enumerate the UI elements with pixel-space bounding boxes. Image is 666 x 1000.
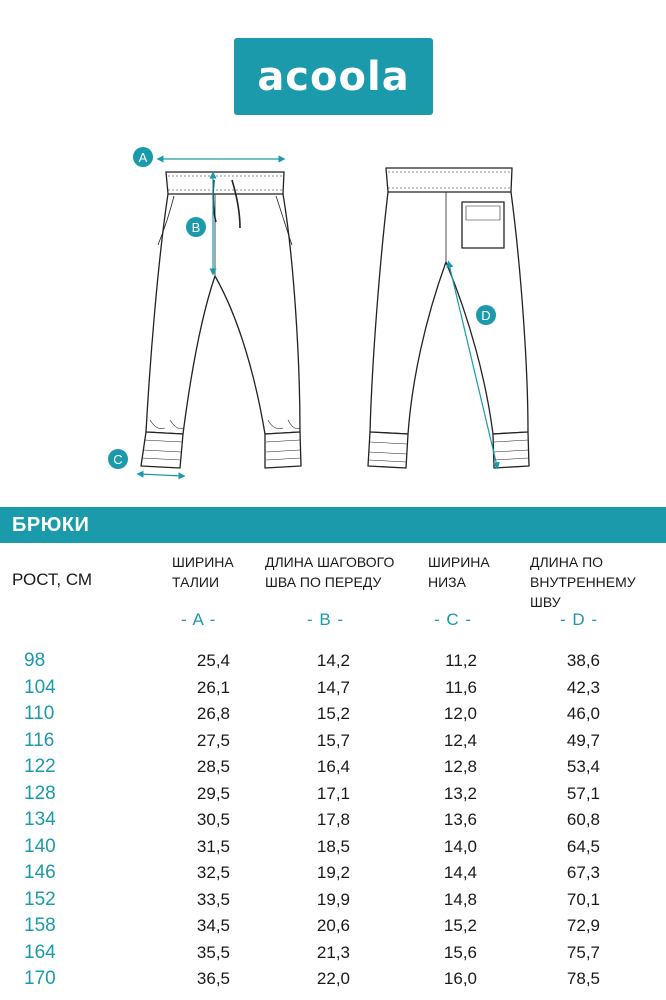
- table-row: [0, 860, 666, 887]
- svg-text:B: B: [191, 220, 201, 235]
- front-inseam-cell: 15,2: [316, 704, 350, 723]
- front-inseam-cell: 17,1: [316, 783, 350, 803]
- table-row: [0, 887, 666, 914]
- hem-width-cell: 16,0: [443, 969, 477, 988]
- table-row: [0, 807, 666, 834]
- header-inner-seam-length: ДЛИНА ПО ВНУТРЕННЕМУ ШВУ: [530, 554, 636, 610]
- inner-seam-cell: 57,1: [566, 783, 600, 803]
- inner-seam-cell: 75,7: [566, 942, 600, 962]
- waist-width-cell: 32,5: [196, 863, 230, 882]
- size-cell: 170: [24, 968, 56, 989]
- waist-width-cell: 26,8: [196, 704, 230, 723]
- waist-width-cell: 31,5: [196, 836, 230, 856]
- table-row: [0, 754, 666, 781]
- column-letter-b: - B -: [307, 610, 345, 629]
- front-inseam-cell: 15,7: [316, 730, 350, 750]
- hem-width-cell: 11,6: [445, 677, 477, 697]
- pants-technical-drawing: [0, 130, 666, 500]
- front-inseam-cell: 18,5: [316, 836, 350, 856]
- hem-width-cell: 13,2: [443, 783, 477, 803]
- column-letter-c: - C -: [434, 610, 473, 629]
- inner-seam-cell: 53,4: [566, 757, 600, 776]
- waist-width-cell: 34,5: [196, 916, 230, 935]
- table-row: [0, 781, 666, 808]
- front-inseam-cell: 22,0: [316, 969, 350, 988]
- waist-width-cell: 35,5: [196, 942, 230, 962]
- inner-seam-cell: 72,9: [566, 916, 600, 935]
- header-waist-width: ШИРИНА ТАЛИИ: [172, 554, 234, 590]
- table-row: [0, 728, 666, 755]
- column-letter-d: - D -: [560, 610, 599, 629]
- table-row: [0, 675, 666, 702]
- waist-width-cell: 33,5: [196, 889, 230, 909]
- size-cell: 110: [24, 703, 55, 724]
- size-cell: 122: [24, 756, 56, 777]
- front-inseam-cell: 16,4: [316, 757, 350, 776]
- inner-seam-cell: 38,6: [566, 651, 600, 670]
- waist-width-cell: 25,4: [196, 651, 230, 670]
- column-letter-a: - A -: [181, 610, 217, 629]
- table-row: [0, 701, 666, 728]
- hem-width-cell: 11,2: [445, 651, 477, 670]
- inner-seam-cell: 67,3: [566, 863, 600, 882]
- table-row: [0, 966, 666, 993]
- header-front-inseam: ДЛИНА ШАГОВОГО ШВА ПО ПЕРЕДУ: [265, 554, 395, 590]
- inner-seam-cell: 78,5: [566, 969, 600, 988]
- table-row: [0, 913, 666, 940]
- marker-a: [133, 147, 153, 167]
- marker-d: [476, 305, 496, 325]
- hem-width-cell: 12,8: [443, 757, 477, 776]
- size-cell: 164: [24, 941, 56, 963]
- svg-text:C: C: [113, 452, 123, 467]
- table-row: [0, 648, 666, 675]
- hem-width-cell: 13,6: [443, 810, 477, 829]
- size-cell: 146: [24, 862, 56, 883]
- logo-text: acoola: [257, 53, 410, 100]
- table-row: [0, 940, 666, 967]
- inner-seam-cell: 64,5: [566, 836, 600, 856]
- front-inseam-cell: 14,7: [316, 677, 350, 697]
- front-inseam-cell: 17,8: [316, 810, 350, 829]
- section-title: БРЮКИ: [12, 513, 90, 536]
- inner-seam-cell: 70,1: [566, 889, 600, 909]
- measurement-lines: [140, 159, 497, 476]
- front-inseam-cell: 21,3: [316, 942, 350, 962]
- waist-width-cell: 28,5: [196, 757, 230, 776]
- marker-b: [186, 217, 206, 237]
- size-cell: 128: [24, 782, 56, 804]
- waist-width-cell: 29,5: [196, 783, 230, 803]
- header-hem-width: ШИРИНА НИЗА: [428, 554, 490, 590]
- hem-width-cell: 15,2: [443, 916, 477, 935]
- hem-width-cell: 14,8: [443, 889, 477, 909]
- table-row: [0, 834, 666, 861]
- brand-logo: [234, 38, 433, 115]
- back-view: [368, 168, 529, 468]
- size-cell: 140: [24, 835, 56, 857]
- svg-text:A: A: [138, 150, 148, 165]
- hem-width-cell: 14,0: [443, 836, 477, 856]
- size-cell: 116: [24, 729, 55, 751]
- front-inseam-cell: 14,2: [316, 651, 350, 670]
- size-table: [0, 648, 666, 993]
- front-inseam-cell: 20,6: [316, 916, 350, 935]
- front-inseam-cell: 19,9: [316, 889, 350, 909]
- inner-seam-cell: 46,0: [566, 704, 600, 723]
- marker-c: [108, 449, 128, 469]
- svg-text:D: D: [481, 308, 491, 323]
- section-title-bar: [0, 507, 666, 543]
- size-cell: 134: [24, 809, 56, 830]
- size-cell: 158: [24, 915, 56, 936]
- waist-width-cell: 30,5: [196, 810, 230, 829]
- size-cell: 98: [24, 650, 46, 671]
- header-size: РОСТ, СМ: [12, 570, 93, 589]
- waist-width-cell: 26,1: [196, 677, 230, 697]
- front-inseam-cell: 19,2: [316, 863, 350, 882]
- hem-width-cell: 14,4: [443, 863, 477, 882]
- waist-width-cell: 36,5: [196, 969, 230, 988]
- hem-width-cell: 15,6: [443, 942, 477, 962]
- size-cell: 152: [24, 888, 56, 910]
- waist-width-cell: 27,5: [196, 730, 230, 750]
- inner-seam-cell: 60,8: [566, 810, 600, 829]
- front-view: [141, 172, 301, 468]
- hem-width-cell: 12,4: [443, 730, 477, 750]
- inner-seam-cell: 49,7: [566, 730, 600, 750]
- hem-width-cell: 12,0: [443, 704, 477, 723]
- size-cell: 104: [24, 676, 56, 698]
- inner-seam-cell: 42,3: [566, 677, 600, 697]
